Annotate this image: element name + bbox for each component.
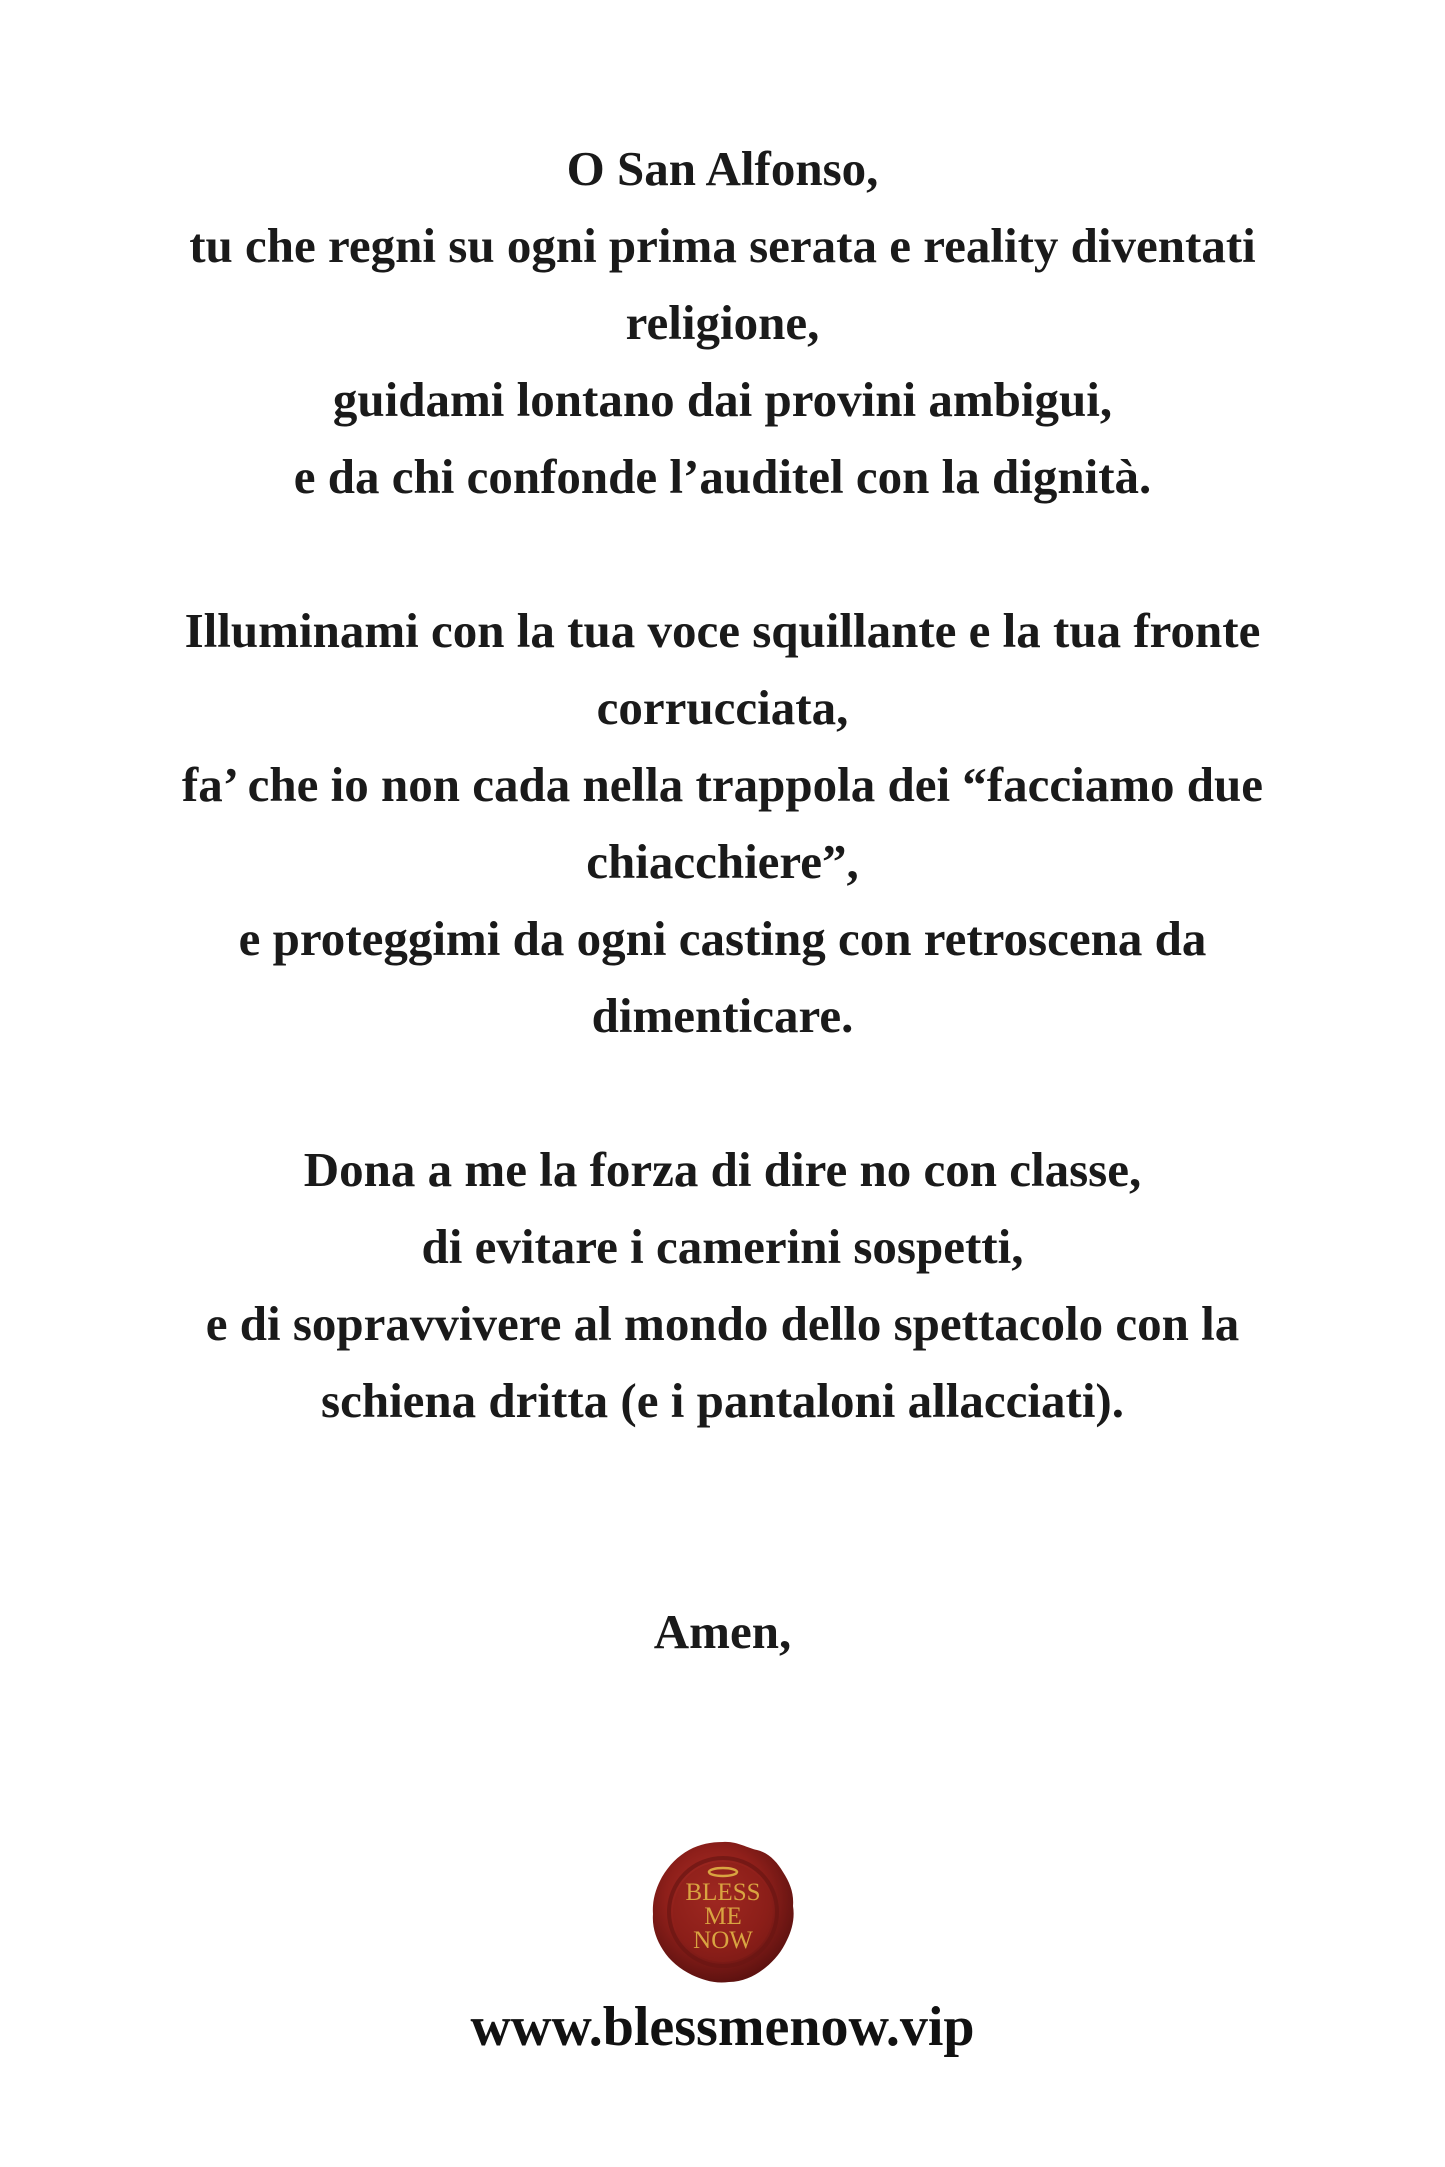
stanza-spacer xyxy=(0,1054,1445,1131)
website-url[interactable]: www.blessmenow.vip xyxy=(470,1996,975,2058)
wax-seal-logo xyxy=(649,1838,797,1986)
seal-text-line1: BLESS xyxy=(684,1879,761,1906)
seal-text-line2: ME xyxy=(703,1903,742,1930)
prayer-line: di evitare i camerini sospetti, xyxy=(421,1219,1024,1274)
stanza-1 xyxy=(0,130,1445,515)
prayer-line: tu che regni su ogni prima serata e reality diventati xyxy=(189,218,1256,273)
seal-container xyxy=(0,1838,1445,1986)
closing xyxy=(0,1593,1445,1670)
prayer-line: corrucciata, xyxy=(596,680,849,735)
prayer-line: guidami lontano dai provini ambigui, xyxy=(332,372,1113,427)
prayer-line: dimenticare. xyxy=(591,988,854,1043)
prayer-line: Dona a me la forza di dire no con classe, xyxy=(303,1142,1142,1197)
stanza-spacer xyxy=(0,515,1445,592)
prayer-line: schiena dritta (e i pantaloni allacciati). xyxy=(321,1373,1124,1428)
stanza-spacer xyxy=(0,1439,1445,1593)
prayer-line: O San Alfonso, xyxy=(566,141,879,196)
prayer-text xyxy=(0,130,1445,1670)
prayer-line: e proteggimi da ogni casting con retroscena da xyxy=(238,911,1207,966)
prayer-line: e da chi confonde l’auditel con la dignità. xyxy=(293,449,1152,504)
prayer-line: e di sopravvivere al mondo dello spettacolo con la xyxy=(205,1296,1240,1351)
prayer-line: religione, xyxy=(625,295,820,350)
prayer-line: Illuminami con la tua voce squillante e la tua fronte xyxy=(184,603,1261,658)
stanza-2 xyxy=(0,592,1445,1054)
prayer-line: fa’ che io non cada nella trappola dei “facciamo due xyxy=(181,757,1264,812)
seal-text-line3: NOW xyxy=(692,1927,753,1954)
stanza-3 xyxy=(0,1131,1445,1439)
prayer-line: chiacchiere”, xyxy=(586,834,859,889)
amen-text: Amen, xyxy=(653,1604,792,1659)
